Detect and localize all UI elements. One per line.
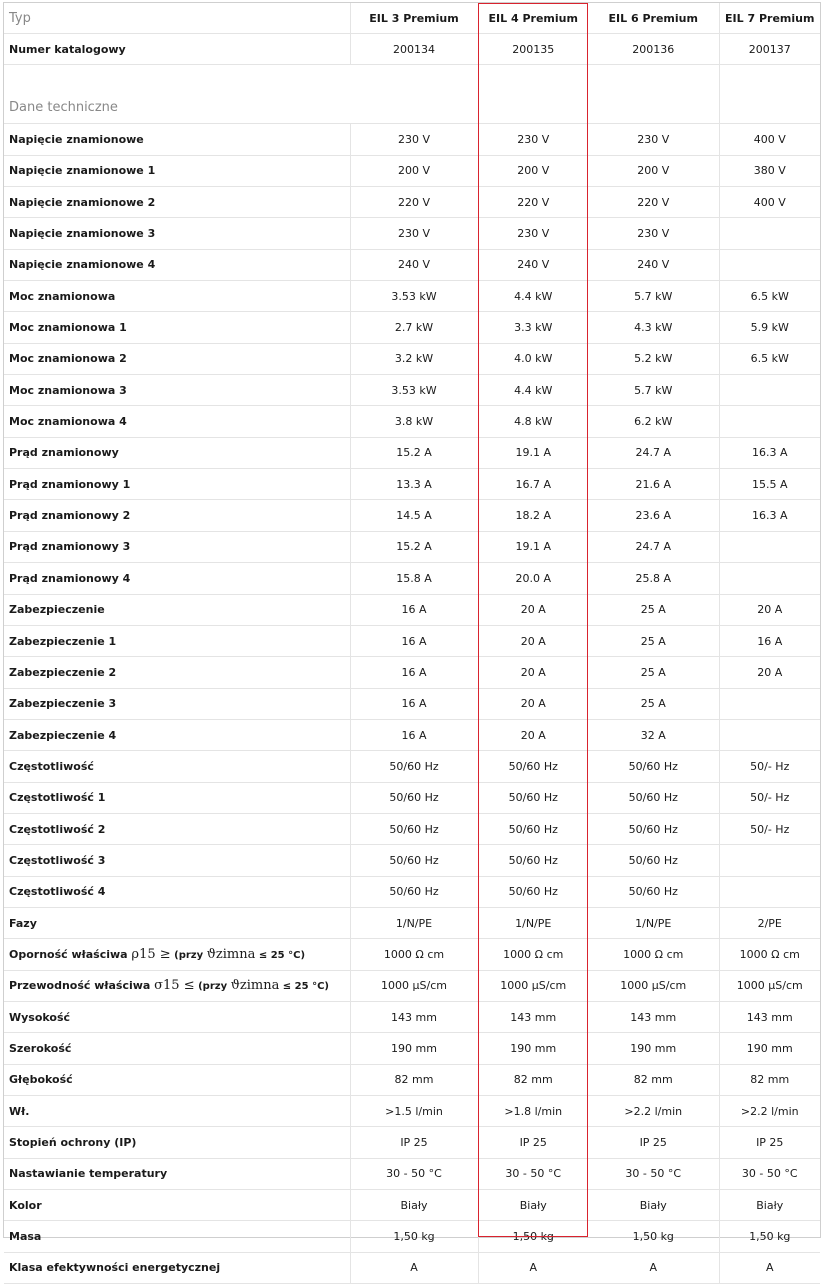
cell-value: 20 A [478,594,588,625]
cell-value: 5.9 kW [719,312,820,343]
cell-value: 21.6 A [588,469,719,500]
cell-value: 23.6 A [588,500,719,531]
row-label: Napięcie znamionowe [4,124,350,155]
table-row [4,124,820,155]
table-row [4,1252,820,1283]
cell-value: 16 A [350,657,478,688]
cell-value: A [588,1252,719,1283]
cell-value [719,563,820,594]
cell-value: 3.8 kW [350,406,478,437]
cell-value: 50/60 Hz [350,782,478,813]
table-row [4,563,820,594]
cell-value: 190 mm [478,1033,588,1064]
cell-value: 190 mm [588,1033,719,1064]
cell-value: Biały [719,1190,820,1221]
row-label: Napięcie znamionowe 1 [4,155,350,186]
row-label: Napięcie znamionowe 4 [4,249,350,280]
cell-value: 1000 Ω cm [719,939,820,970]
row-label: Częstotliwość 2 [4,813,350,844]
table-row [4,625,820,656]
cell-value: A [719,1252,820,1283]
cell-value: 24.7 A [588,531,719,562]
cell-value: 240 V [478,249,588,280]
cell-value: 3.53 kW [350,375,478,406]
cell-value: Biały [478,1190,588,1221]
table-row [4,281,820,312]
cell-value: 16 A [350,625,478,656]
cell-value: 16 A [350,594,478,625]
cell-value: 25 A [588,657,719,688]
table-row [4,155,820,186]
section-row [4,65,820,124]
table-row [4,343,820,374]
cell-value: 400 V [719,124,820,155]
cell-value: 240 V [350,249,478,280]
row-label: Zabezpieczenie [4,594,350,625]
table-row [4,688,820,719]
cell-value: 16.7 A [478,469,588,500]
row-label: Moc znamionowa 3 [4,375,350,406]
row-label-part: ϑzimna [206,946,256,962]
spec-table-container [3,2,821,1275]
cell-value: A [478,1252,588,1283]
cell-value: 50/- Hz [719,813,820,844]
cell-value: 1,50 kg [478,1221,588,1252]
cell-value [719,249,820,280]
row-label: Nastawianie temperatury [4,1158,350,1189]
row-label: Stopień ochrony (IP) [4,1127,350,1158]
cell-value [719,688,820,719]
row-label: Napięcie znamionowe 3 [4,218,350,249]
row-label: Wł. [4,1096,350,1127]
row-label: Moc znamionowa [4,281,350,312]
cell-value: 6.5 kW [719,343,820,374]
cell-value: 190 mm [719,1033,820,1064]
row-label: Fazy [4,907,350,938]
model-header: EIL 7 Premium [719,3,820,34]
table-row [4,312,820,343]
row-label: Zabezpieczenie 4 [4,719,350,750]
row-label: Wysokość [4,1001,350,1032]
row-label-part: (przy [194,981,231,993]
row-label: Kolor [4,1190,350,1221]
cell-value: 20 A [478,657,588,688]
cell-value: 50/60 Hz [478,813,588,844]
cell-value: 25 A [588,625,719,656]
cell-value: 16 A [350,688,478,719]
cell-value: 200 V [350,155,478,186]
model-header: EIL 4 Premium [478,3,588,34]
row-label-part: (przy [170,949,207,961]
cell-value: 5.7 kW [588,375,719,406]
spec-table-body [4,34,820,1284]
table-row [4,375,820,406]
cell-value: 20 A [719,594,820,625]
table-row [4,1001,820,1032]
cell-value: 240 V [588,249,719,280]
cell-value: 25 A [588,688,719,719]
table-row [4,187,820,218]
row-label: Częstotliwość 1 [4,782,350,813]
cell-value: 16 A [719,625,820,656]
row-label: Prąd znamionowy 2 [4,500,350,531]
cell-value: 1,50 kg [719,1221,820,1252]
row-label: Częstotliwość [4,751,350,782]
row-label: Moc znamionowa 2 [4,343,350,374]
row-label-part: ρ15 ≥ [131,946,171,962]
row-label: Zabezpieczenie 3 [4,688,350,719]
cell-value: IP 25 [719,1127,820,1158]
cell-value: 1/N/PE [350,907,478,938]
cell-value: 82 mm [350,1064,478,1095]
cell-value: 1,50 kg [350,1221,478,1252]
cell-value: 50/60 Hz [478,845,588,876]
spec-table [4,3,820,1284]
table-row [4,719,820,750]
cell-value: 30 - 50 °C [588,1158,719,1189]
cell-value: 14.5 A [350,500,478,531]
row-label: Masa [4,1221,350,1252]
cell-value: 20.0 A [478,563,588,594]
row-label [4,939,350,970]
cell-value: 230 V [588,124,719,155]
cell-value: 200 V [588,155,719,186]
row-label-part: Przewodność właściwa [9,979,155,993]
row-label: Częstotliwość 4 [4,876,350,907]
cell-value: 3.2 kW [350,343,478,374]
cell-value: >2.2 l/min [588,1096,719,1127]
table-row [4,437,820,468]
cell-value: 4.3 kW [588,312,719,343]
cell-value: 230 V [588,218,719,249]
cell-value: 50/60 Hz [588,845,719,876]
cell-value: 1,50 kg [588,1221,719,1252]
cell-value [719,531,820,562]
cell-value: 3.3 kW [478,312,588,343]
row-label: Napięcie znamionowe 2 [4,187,350,218]
row-label: Klasa efektywności energetycznej [4,1252,350,1283]
cell-value: 200 V [478,155,588,186]
table-row [4,907,820,938]
cell-value: 5.7 kW [588,281,719,312]
cell-value: 50/60 Hz [350,876,478,907]
cell-value: 200135 [478,34,588,65]
table-row [4,1033,820,1064]
table-row [4,970,820,1001]
cell-value: 200136 [588,34,719,65]
table-row [4,531,820,562]
cell-value: 15.2 A [350,531,478,562]
row-label-part: ≤ 25 °C) [255,949,306,961]
cell-value: >2.2 l/min [719,1096,820,1127]
cell-value: 230 V [350,124,478,155]
cell-value: 190 mm [350,1033,478,1064]
cell-value: 143 mm [588,1001,719,1032]
cell-value: 230 V [478,218,588,249]
table-row [4,1127,820,1158]
cell-value: IP 25 [350,1127,478,1158]
cell-value: 50/60 Hz [588,813,719,844]
cell-value: 30 - 50 °C [478,1158,588,1189]
cell-value: 1000 Ω cm [588,939,719,970]
table-row [4,594,820,625]
cell-value: 15.2 A [350,437,478,468]
table-row [4,813,820,844]
table-row [4,406,820,437]
row-label: Prąd znamionowy [4,437,350,468]
cell-value: 30 - 50 °C [350,1158,478,1189]
section-title: Dane techniczne [4,65,350,124]
cell-value: 4.4 kW [478,375,588,406]
table-row [4,1190,820,1221]
table-row [4,500,820,531]
cell-value: 18.2 A [478,500,588,531]
cell-value: 6.5 kW [719,281,820,312]
row-label: Głębokość [4,1064,350,1095]
cell-value: 82 mm [588,1064,719,1095]
cell-value: 1000 μS/cm [350,970,478,1001]
cell-value: 2/PE [719,907,820,938]
cell-value: 143 mm [350,1001,478,1032]
row-label: Częstotliwość 3 [4,845,350,876]
table-row [4,782,820,813]
cell-value: 230 V [350,218,478,249]
cell-value: >1.5 l/min [350,1096,478,1127]
cell-value: 1000 μS/cm [588,970,719,1001]
cell-value: 16 A [350,719,478,750]
row-label: Moc znamionowa 4 [4,406,350,437]
cell-value [719,845,820,876]
cell-value: 143 mm [719,1001,820,1032]
cell-value: 19.1 A [478,437,588,468]
row-label: Prąd znamionowy 3 [4,531,350,562]
cell-value: 6.2 kW [588,406,719,437]
table-row [4,751,820,782]
row-label: Zabezpieczenie 1 [4,625,350,656]
cell-value: 380 V [719,155,820,186]
row-label: Zabezpieczenie 2 [4,657,350,688]
cell-value: 220 V [588,187,719,218]
cell-value: A [350,1252,478,1283]
table-row [4,34,820,65]
cell-value: 19.1 A [478,531,588,562]
row-label [4,970,350,1001]
cell-value: IP 25 [588,1127,719,1158]
cell-value: 2.7 kW [350,312,478,343]
table-row [4,218,820,249]
row-label-part: σ15 ≤ [154,978,195,994]
table-row [4,249,820,280]
cell-value: 15.5 A [719,469,820,500]
cell-value: 15.8 A [350,563,478,594]
row-label-part: ϑzimna [230,978,280,994]
cell-value: 24.7 A [588,437,719,468]
cell-value: 50/60 Hz [478,751,588,782]
cell-value: 82 mm [478,1064,588,1095]
row-label: Numer katalogowy [4,34,350,65]
cell-value: 50/60 Hz [588,876,719,907]
cell-value: 50/60 Hz [350,813,478,844]
cell-value: 82 mm [719,1064,820,1095]
cell-value: 25 A [588,594,719,625]
cell-value: 50/- Hz [719,782,820,813]
cell-value: 230 V [478,124,588,155]
cell-value: 50/60 Hz [478,782,588,813]
type-header: Typ [4,3,350,34]
cell-value: 50/60 Hz [350,845,478,876]
cell-value [719,375,820,406]
cell-value: 32 A [588,719,719,750]
cell-value: 200134 [350,34,478,65]
table-row [4,657,820,688]
table-row [4,1096,820,1127]
row-label: Prąd znamionowy 1 [4,469,350,500]
cell-value: 50/60 Hz [350,751,478,782]
cell-value: 3.53 kW [350,281,478,312]
cell-value: 20 A [478,625,588,656]
cell-value: 16.3 A [719,500,820,531]
cell-value: 1/N/PE [588,907,719,938]
cell-value: 16.3 A [719,437,820,468]
row-label: Moc znamionowa 1 [4,312,350,343]
cell-value [719,218,820,249]
cell-value: 143 mm [478,1001,588,1032]
cell-value: 20 A [478,719,588,750]
header-row [4,3,820,34]
table-row [4,1064,820,1095]
table-row [4,845,820,876]
cell-value: 4.8 kW [478,406,588,437]
cell-value: 4.4 kW [478,281,588,312]
cell-value [719,406,820,437]
row-label-part: Oporność właściwa [9,947,132,961]
table-row [4,1221,820,1252]
cell-value: 1000 Ω cm [478,939,588,970]
cell-value: 1/N/PE [478,907,588,938]
cell-value: 50/60 Hz [588,782,719,813]
cell-value [719,876,820,907]
cell-value: 20 A [478,688,588,719]
model-header: EIL 3 Premium [350,3,478,34]
cell-value: 220 V [350,187,478,218]
cell-value: Biały [588,1190,719,1221]
cell-value: IP 25 [478,1127,588,1158]
cell-value: >1.8 l/min [478,1096,588,1127]
cell-value: 1000 μS/cm [478,970,588,1001]
cell-value: 13.3 A [350,469,478,500]
table-row [4,876,820,907]
table-row [4,469,820,500]
cell-value: 25.8 A [588,563,719,594]
cell-value: 4.0 kW [478,343,588,374]
table-row [4,1158,820,1189]
table-row [4,939,820,970]
cell-value: 50/- Hz [719,751,820,782]
row-label: Szerokość [4,1033,350,1064]
cell-value: 50/60 Hz [588,751,719,782]
cell-value: 1000 μS/cm [719,970,820,1001]
cell-value: 5.2 kW [588,343,719,374]
cell-value: Biały [350,1190,478,1221]
cell-value: 1000 Ω cm [350,939,478,970]
cell-value [719,719,820,750]
row-label: Prąd znamionowy 4 [4,563,350,594]
cell-value: 220 V [478,187,588,218]
cell-value: 200137 [719,34,820,65]
cell-value: 50/60 Hz [478,876,588,907]
cell-value: 400 V [719,187,820,218]
row-label-part: ≤ 25 °C) [279,981,329,993]
cell-value: 30 - 50 °C [719,1158,820,1189]
model-header: EIL 6 Premium [588,3,719,34]
cell-value: 20 A [719,657,820,688]
